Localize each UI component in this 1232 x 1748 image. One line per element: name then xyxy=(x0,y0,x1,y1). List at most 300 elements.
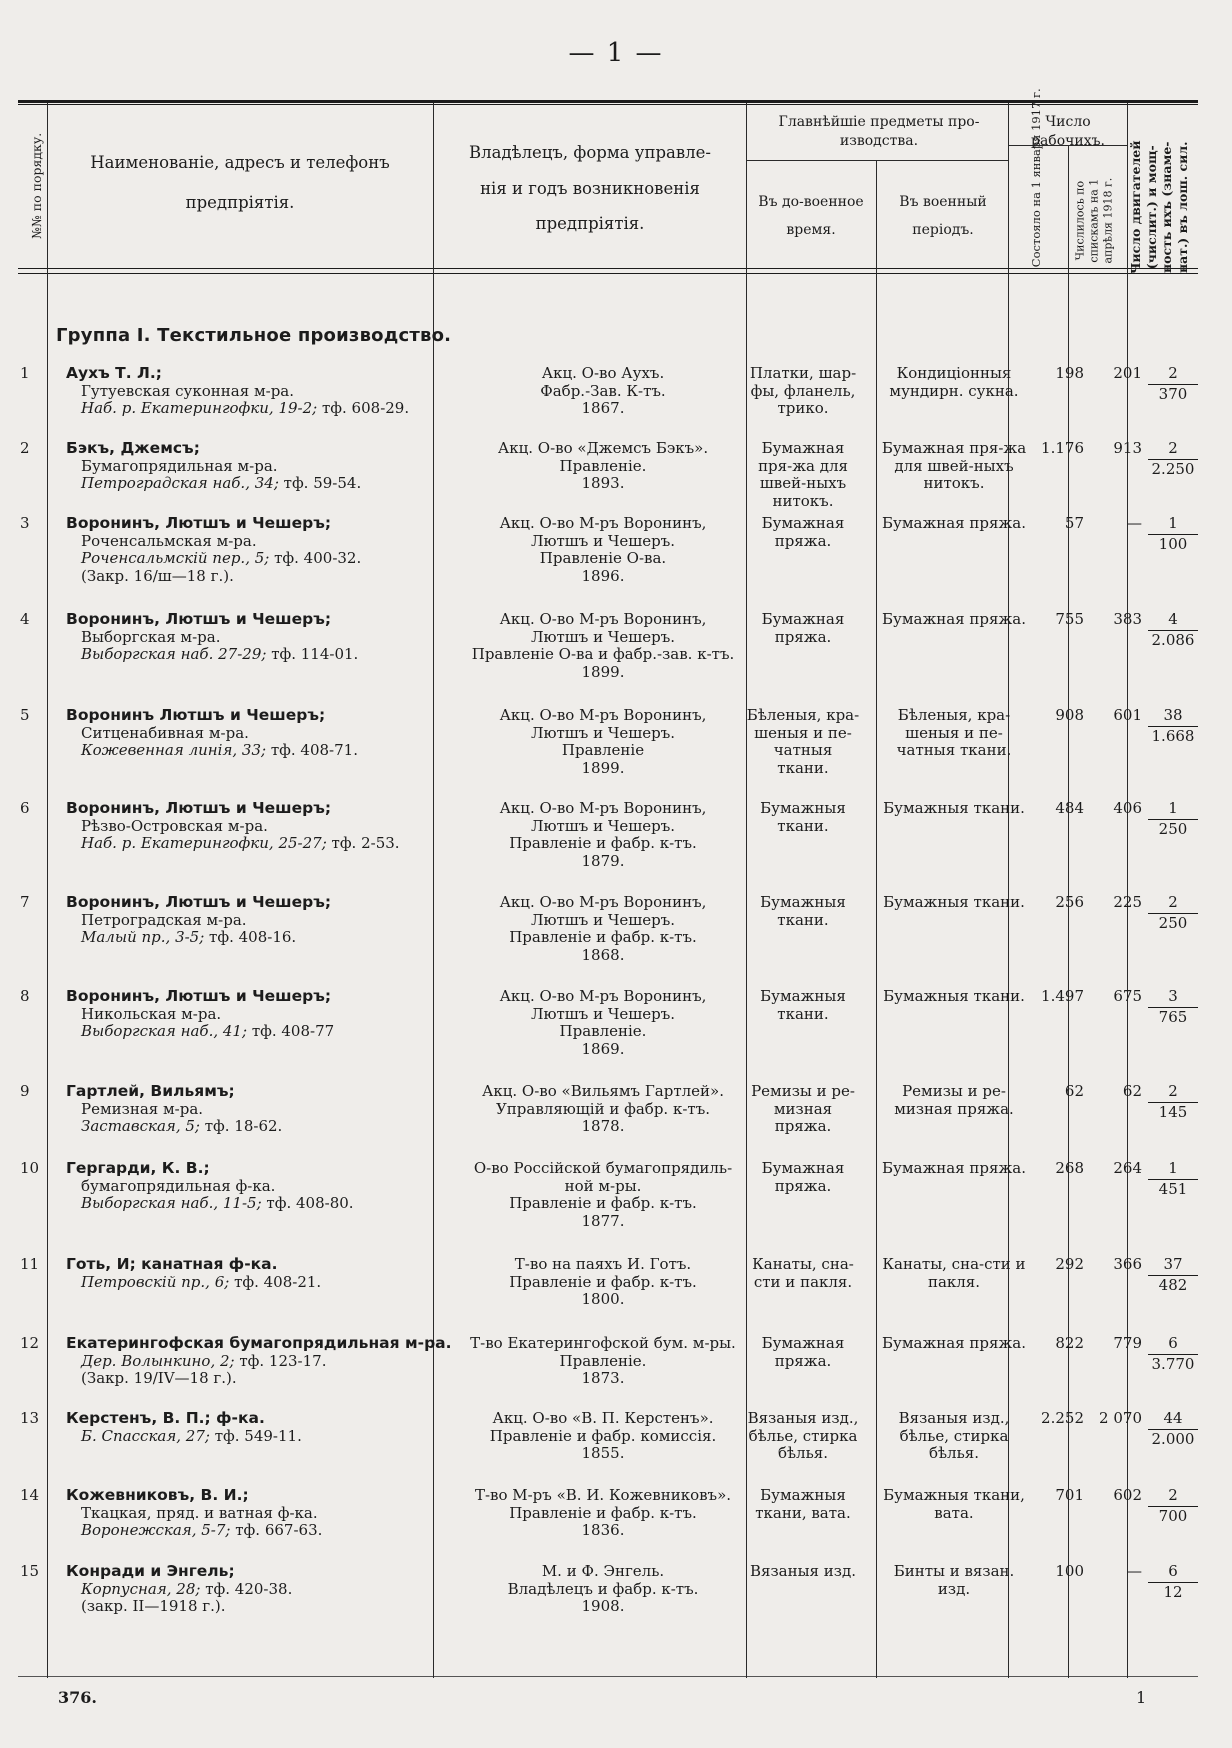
enterprise-type: Роченсальмская м-ра. xyxy=(81,531,257,550)
enterprise-name: Аухъ Т. Л.; xyxy=(66,364,162,382)
enterprise-address-line xyxy=(66,475,452,493)
owner-cell xyxy=(454,1083,752,1136)
engines-fraction xyxy=(1148,1335,1198,1373)
owner-cell xyxy=(454,1335,752,1388)
pre-war-products: Бумажная пряжа. xyxy=(761,610,845,646)
engines-power: 700 xyxy=(1158,1506,1188,1525)
engines-count: 2 xyxy=(1168,364,1178,382)
enterprise-cell xyxy=(66,1410,452,1445)
engines-count: 1 xyxy=(1168,514,1178,532)
owner-line: Акц. О-во «Джемсъ Бэкъ». xyxy=(497,439,709,457)
owner-cell xyxy=(454,1160,752,1230)
workers-1917: 1.176 xyxy=(1041,439,1084,457)
owner-line: М. и Ф. Энгель. xyxy=(541,1562,665,1580)
products-subheader-rule xyxy=(746,160,1008,161)
row-number: 9 xyxy=(20,1082,30,1100)
row-number: 15 xyxy=(20,1562,40,1580)
engines-fraction xyxy=(1148,1256,1198,1294)
war-products: Бумажныя ткани. xyxy=(883,987,1025,1005)
owner-line: Правленіе и фабр. к-тъ. xyxy=(509,1503,697,1522)
enterprise-name: Воронинъ, Лютшъ и Чешеръ; xyxy=(66,610,332,628)
workers-1918: 366 xyxy=(1113,1255,1142,1273)
owner-line: Акц. О-во Аухъ. xyxy=(541,364,665,382)
pre-war-products: Бумажныя ткани. xyxy=(760,893,846,929)
enterprise-name: Готь, И; канатная ф-ка. xyxy=(66,1255,278,1273)
enterprise-address: Выборгская наб., 11-5; xyxy=(81,1194,262,1212)
owner-line: Акц. О-во М-ръ Воронинъ, xyxy=(499,987,707,1005)
pre-war-products: Бумажная пряжа. xyxy=(761,1334,845,1370)
enterprise-type: Гутуевская суконная м-ра. xyxy=(81,381,295,400)
engines-count: 1 xyxy=(1168,1159,1178,1177)
workers-1918: 601 xyxy=(1113,706,1142,724)
owner-line: Правленіе и фабр. к-тъ. xyxy=(509,1272,697,1291)
owner-line: Лютшъ и Чешеръ. xyxy=(530,723,676,742)
owner-line: 1868. xyxy=(581,945,625,964)
owner-line: 1836. xyxy=(581,1521,625,1539)
enterprise-cell xyxy=(66,515,452,585)
enterprise-type: бумагопрядильная ф-ка. xyxy=(81,1176,276,1195)
war-products: Бумажная пря-жа для швей-ныхъ нитокъ. xyxy=(881,439,1027,492)
enterprise-phone: тф. 667-63. xyxy=(230,1521,323,1539)
enterprise-name: Воронинъ, Лютшъ и Чешеръ; xyxy=(66,893,332,911)
owner-line: Акц. О-во «В. П. Керстенъ». xyxy=(492,1409,714,1427)
owner-line: 1867. xyxy=(581,399,625,417)
engines-power: 2.250 xyxy=(1151,459,1195,478)
enterprise-address-line xyxy=(66,929,452,947)
owner-cell xyxy=(454,440,752,493)
workers-1918: 225 xyxy=(1113,893,1142,911)
workers-1918: 62 xyxy=(1122,1082,1142,1100)
enterprise-note: (закр. II—1918 г.). xyxy=(81,1597,226,1615)
enterprise-name: Керстенъ, В. П.; ф-ка. xyxy=(66,1409,265,1427)
enterprise-cell xyxy=(66,988,452,1041)
workers-1917: 2.252 xyxy=(1041,1409,1084,1427)
workers-1918: — xyxy=(1127,1562,1142,1580)
engines-fraction xyxy=(1148,894,1198,932)
row-number: 6 xyxy=(20,799,30,817)
owner-cell xyxy=(454,1256,752,1309)
engines-count: 1 xyxy=(1168,799,1178,817)
header-owner-line1: Владѣлецъ, форма управле- xyxy=(469,143,711,162)
owner-line: 1855. xyxy=(581,1444,625,1462)
workers-1918: 675 xyxy=(1113,987,1142,1005)
enterprise-cell xyxy=(66,1563,452,1616)
workers-1918: 201 xyxy=(1113,364,1142,382)
pre-war-products: Вязаныя изд. xyxy=(750,1562,856,1580)
engines-fraction xyxy=(1148,440,1198,478)
owner-cell xyxy=(454,988,752,1058)
engines-power: 145 xyxy=(1158,1102,1188,1121)
enterprise-address-line xyxy=(66,1353,452,1371)
enterprise-cell xyxy=(66,365,452,418)
owner-line: Лютшъ и Чешеръ. xyxy=(530,1004,676,1023)
owner-line: Правленіе О-ва. xyxy=(539,549,667,567)
owner-line: 1893. xyxy=(581,474,625,492)
row-number: 14 xyxy=(20,1486,40,1504)
owner-line: 1896. xyxy=(581,566,625,585)
enterprise-name: Екатерингофская бумагопрядильная м-ра. xyxy=(66,1334,452,1352)
enterprise-address: Воронежская, 5-7; xyxy=(81,1521,231,1539)
enterprise-phone: тф. 408-16. xyxy=(204,928,297,946)
owner-line: Лютшъ и Чешеръ. xyxy=(530,531,676,550)
owner-cell xyxy=(454,1563,752,1616)
workers-1917: 256 xyxy=(1055,893,1084,911)
war-products: Бумажная пряжа. xyxy=(881,514,1026,532)
enterprise-phone: тф. 608-29. xyxy=(317,399,410,417)
war-products: Бинты и вязан. изд. xyxy=(893,1562,1015,1598)
enterprise-name: Гартлей, Вильямъ; xyxy=(66,1082,235,1100)
owner-line: Акц. О-во М-ръ Воронинъ, xyxy=(499,799,707,817)
owner-line: Правленіе и фабр. к-тъ. xyxy=(509,1194,697,1212)
owner-cell xyxy=(454,894,752,964)
engines-fraction xyxy=(1148,988,1198,1026)
enterprise-type: Выборгская м-ра. xyxy=(81,627,221,646)
enterprise-phone: тф. 408-77 xyxy=(247,1022,335,1040)
owner-line: Акц. О-во М-ръ Воронинъ, xyxy=(499,514,707,532)
enterprise-address-line xyxy=(66,1274,452,1292)
engines-power: 250 xyxy=(1158,913,1188,932)
engines-power: 3.770 xyxy=(1151,1354,1195,1373)
owner-line: 1877. xyxy=(581,1211,625,1230)
engines-power: 100 xyxy=(1158,534,1188,553)
enterprise-name: Воронинъ, Лютшъ и Чешеръ; xyxy=(66,987,332,1005)
owner-line: Правленіе. xyxy=(559,456,647,475)
workers-1917: 57 xyxy=(1064,514,1084,532)
enterprise-name: Конради и Энгель; xyxy=(66,1562,235,1580)
workers-1917: 822 xyxy=(1055,1334,1084,1352)
row-number: 3 xyxy=(20,514,30,532)
war-products: Кондиціонныя мундирн. сукна. xyxy=(889,364,1019,400)
workers-1918: 406 xyxy=(1113,799,1142,817)
enterprise-address: Выборгская наб., 41; xyxy=(81,1022,248,1040)
header-workers-1918: Числилось по спискамъ на 1 апрѣля 1918 г. xyxy=(1073,177,1114,264)
enterprise-address-line xyxy=(66,550,452,568)
pre-war-products: Бумажная пряжа. xyxy=(761,514,845,550)
owner-cell xyxy=(454,365,752,418)
enterprise-address: Малый пр., 3-5; xyxy=(81,928,205,946)
pre-war-products: Бумажная пря-жа для швей-ныхъ нитокъ. xyxy=(758,439,848,510)
enterprise-name: Воронинъ, Лютшъ и Чешеръ; xyxy=(66,514,332,532)
engines-count: 3 xyxy=(1168,987,1178,1005)
engines-fraction xyxy=(1148,1160,1198,1198)
engines-fraction xyxy=(1148,515,1198,553)
enterprise-cell xyxy=(66,611,452,664)
header-engines: Число двигателей (числит.) и мощ-ность ихъ (знаме-нат.) въ лош. сил. xyxy=(1127,140,1190,275)
enterprise-address-line xyxy=(66,1195,452,1213)
enterprise-phone: тф. 408-80. xyxy=(261,1194,354,1212)
workers-1918: 383 xyxy=(1113,610,1142,628)
owner-line: Фабр.-Зав. К-тъ. xyxy=(540,381,666,400)
workers-1917: 62 xyxy=(1064,1082,1084,1100)
owner-line: 1879. xyxy=(581,851,625,870)
owner-cell xyxy=(454,800,752,870)
workers-1918: 602 xyxy=(1113,1486,1142,1504)
enterprise-type: Бумагопрядильная м-ра. xyxy=(81,456,278,475)
engines-power: 2.000 xyxy=(1151,1429,1195,1448)
enterprise-phone: тф. 408-21. xyxy=(229,1272,322,1291)
enterprise-type: Ткацкая, пряд. и ватная ф-ка. xyxy=(81,1503,318,1522)
enterprise-phone: тф. 59-54. xyxy=(278,474,362,492)
enterprise-cell xyxy=(66,1487,452,1540)
enterprise-address: Роченсальмскій пер., 5; xyxy=(81,549,270,567)
owner-line: Правленіе О-ва и фабр.-зав. к-тъ. xyxy=(471,645,735,663)
enterprise-cell xyxy=(66,1160,452,1213)
enterprise-note: (Закр. 16/ш—18 г.). xyxy=(81,566,234,585)
engines-fraction xyxy=(1148,365,1198,403)
enterprise-address-line xyxy=(66,835,452,853)
enterprise-address-line xyxy=(66,1428,452,1446)
enterprise-address: Выборгская наб. 27-29; xyxy=(81,645,267,663)
enterprise-type: Ремизная м-ра. xyxy=(81,1099,204,1118)
table-bottom-rule xyxy=(18,1676,1198,1677)
owner-cell xyxy=(454,1487,752,1540)
owner-line: Акц. О-во М-ръ Воронинъ, xyxy=(499,706,707,724)
engines-fraction xyxy=(1148,1083,1198,1121)
owner-line: Лютшъ и Чешеръ. xyxy=(530,627,676,646)
enterprise-address: Б. Спасская, 27; xyxy=(81,1426,210,1445)
header-number: №№ по порядку. xyxy=(29,132,45,239)
workers-1917: 484 xyxy=(1055,799,1084,817)
enterprise-cell xyxy=(66,894,452,947)
engines-count: 2 xyxy=(1168,1486,1178,1504)
engines-count: 38 xyxy=(1163,706,1183,724)
group-title: Группа I. Текстильное производство. xyxy=(56,325,452,346)
pre-war-products: Бумажная пряжа. xyxy=(761,1159,845,1195)
pre-war-products: Платки, шар-фы, фланель, трико. xyxy=(749,364,857,417)
enterprise-name: Воронинъ Лютшъ и Чешеръ; xyxy=(66,706,326,724)
pre-war-products: Бумажныя ткани. xyxy=(760,799,846,835)
enterprise-name: Воронинъ, Лютшъ и Чешеръ; xyxy=(66,799,332,817)
pre-war-products: Ремизы и ре-мизная пряжа. xyxy=(751,1082,855,1135)
owner-line: Правленіе. xyxy=(559,1022,647,1040)
war-products: Бумажная пряжа. xyxy=(881,610,1026,628)
table-top-rule-thin xyxy=(18,104,1198,105)
war-products: Канаты, сна-сти и пакля. xyxy=(882,1255,1026,1291)
enterprise-address: Петровскій пр., 6; xyxy=(81,1272,230,1291)
enterprise-phone: тф. 400-32. xyxy=(269,549,362,567)
workers-1917: 292 xyxy=(1055,1255,1084,1273)
engines-count: 4 xyxy=(1168,610,1178,628)
owner-cell xyxy=(454,611,752,681)
enterprise-address: Петроградская наб., 34; xyxy=(81,474,279,492)
header-name xyxy=(60,148,420,217)
header-name-line2: предпріятія. xyxy=(185,192,295,212)
engines-power: 482 xyxy=(1158,1275,1188,1294)
enterprise-note: (Закр. 19/IV—18 г.). xyxy=(81,1369,237,1387)
enterprise-address-line xyxy=(66,400,452,418)
enterprise-phone: тф. 549-11. xyxy=(209,1426,302,1445)
enterprise-address: Корпусная, 28; xyxy=(81,1579,201,1598)
engines-count: 2 xyxy=(1168,893,1178,911)
owner-line: Т-во на паяхъ И. Готъ. xyxy=(514,1255,692,1273)
owner-line: 1873. xyxy=(581,1369,625,1387)
workers-1918: 2 070 xyxy=(1099,1409,1142,1427)
pre-war-products: Бумажныя ткани, вата. xyxy=(755,1486,851,1522)
owner-line: ной м-ры. xyxy=(564,1176,642,1195)
enterprise-cell xyxy=(66,707,452,760)
workers-1918: 779 xyxy=(1113,1334,1142,1352)
owner-line: Правленіе и фабр. комиссія. xyxy=(489,1426,717,1445)
pre-war-products: Бумажныя ткани. xyxy=(760,987,846,1023)
owner-line: Правленіе и фабр. к-тъ. xyxy=(509,834,697,852)
footer-left: 376. xyxy=(58,1688,97,1707)
war-products: Бѣленыя, кра-шеныя и пе-чатныя ткани. xyxy=(896,706,1012,759)
enterprise-address-line xyxy=(66,1522,452,1540)
row-number: 2 xyxy=(20,439,30,457)
owner-line: Правленіе xyxy=(561,741,645,759)
war-products: Ремизы и ре-мизная пряжа. xyxy=(894,1082,1014,1118)
owner-line: 1899. xyxy=(581,662,625,681)
enterprise-address-line xyxy=(66,1581,452,1599)
workers-1917: 198 xyxy=(1055,364,1084,382)
enterprise-phone: тф. 123-17. xyxy=(234,1351,327,1370)
war-products: Бумажная пряжа. xyxy=(881,1159,1026,1177)
engines-count: 2 xyxy=(1168,439,1178,457)
workers-1917: 755 xyxy=(1055,610,1084,628)
enterprise-address: Наб. р. Екатерингофки, 25-27; xyxy=(81,834,327,852)
row-number: 12 xyxy=(20,1334,40,1352)
owner-cell xyxy=(454,1410,752,1463)
col-divider xyxy=(47,103,48,1678)
engines-power: 250 xyxy=(1158,819,1188,838)
header-war: Въ военный періодъ. xyxy=(899,194,987,238)
row-number: 10 xyxy=(20,1159,40,1177)
pre-war-products: Бѣленыя, кра-шеныя и пе-чатныя ткани. xyxy=(746,706,860,777)
enterprise-address: Дер. Волынкино, 2; xyxy=(81,1351,235,1370)
owner-line: Лютшъ и Чешеръ. xyxy=(530,816,676,835)
enterprise-cell xyxy=(66,440,452,493)
owner-line: Лютшъ и Чешеръ. xyxy=(530,910,676,929)
row-number: 1 xyxy=(20,364,30,382)
workers-1917: 908 xyxy=(1055,706,1084,724)
enterprise-address: Наб. р. Екатерингофки, 19-2; xyxy=(81,399,318,417)
enterprise-phone: тф. 18-62. xyxy=(199,1117,283,1135)
enterprise-name: Гергарди, К. В.; xyxy=(66,1159,210,1177)
workers-1918: 264 xyxy=(1113,1159,1142,1177)
owner-line: Правленіе. xyxy=(559,1351,647,1370)
war-products: Бумажная пряжа. xyxy=(881,1334,1026,1352)
owner-line: Т-во Екатерингофской бум. м-ры. xyxy=(470,1334,736,1352)
workers-1918: — xyxy=(1127,514,1142,532)
engines-count: 2 xyxy=(1168,1082,1178,1100)
enterprise-type: Ситценабивная м-ра. xyxy=(81,723,249,742)
engines-fraction xyxy=(1148,707,1198,745)
row-number: 11 xyxy=(20,1255,40,1273)
enterprise-name: Бэкъ, Джемсъ; xyxy=(66,439,200,457)
enterprise-cell xyxy=(66,800,452,853)
enterprise-type: Петроградская м-ра. xyxy=(81,910,247,929)
header-name-line1: Наименованіе, адресъ и телефонъ xyxy=(90,153,390,172)
owner-line: 1869. xyxy=(581,1039,625,1058)
engines-count: 6 xyxy=(1168,1562,1178,1580)
enterprise-address: Заставская, 5; xyxy=(81,1117,200,1135)
workers-1917: 268 xyxy=(1055,1159,1084,1177)
enterprise-phone: тф. 2-53. xyxy=(326,834,400,852)
engines-power: 12 xyxy=(1163,1582,1183,1601)
header-pre-war: Въ до-военное время. xyxy=(758,194,864,238)
engines-fraction xyxy=(1148,1487,1198,1525)
war-products: Бумажныя ткани. xyxy=(883,799,1025,817)
header-workers-1917: Состояло на 1 января 1917 г. xyxy=(1028,88,1043,268)
row-number: 5 xyxy=(20,706,30,724)
enterprise-cell xyxy=(66,1335,452,1388)
enterprise-type: Никольская м-ра. xyxy=(81,1004,222,1023)
engines-power: 370 xyxy=(1158,384,1188,403)
col-divider xyxy=(876,160,877,1678)
engines-power: 2.086 xyxy=(1151,630,1195,649)
enterprise-phone: тф. 408-71. xyxy=(266,741,358,759)
owner-line: Акц. О-во М-ръ Воронинъ, xyxy=(499,610,707,628)
enterprise-type: Рѣзво-Островская м-ра. xyxy=(81,816,268,835)
owner-line: 1899. xyxy=(581,758,625,777)
engines-fraction xyxy=(1148,1410,1198,1448)
workers-1918: 913 xyxy=(1113,439,1142,457)
engines-fraction xyxy=(1148,611,1198,649)
page-number: — 1 — xyxy=(568,38,664,68)
owner-line: 1878. xyxy=(581,1117,625,1135)
enterprise-address-line xyxy=(66,742,452,760)
row-number: 4 xyxy=(20,610,30,628)
engines-count: 37 xyxy=(1163,1255,1183,1273)
engines-fraction xyxy=(1148,1563,1198,1601)
enterprise-address: Кожевенная линія, 33; xyxy=(81,741,267,759)
enterprise-address-line xyxy=(66,1023,452,1041)
owner-line: 1908. xyxy=(581,1597,625,1615)
header-owner xyxy=(440,138,740,239)
workers-1917: 1.497 xyxy=(1041,987,1084,1005)
engines-power: 1.668 xyxy=(1151,726,1195,745)
row-number: 13 xyxy=(20,1409,40,1427)
engines-count: 44 xyxy=(1163,1409,1183,1427)
engines-power: 451 xyxy=(1158,1179,1188,1198)
enterprise-address-line xyxy=(66,1118,452,1136)
row-number: 7 xyxy=(20,893,30,911)
engines-fraction xyxy=(1148,800,1198,838)
header-workers: Число рабочихъ. xyxy=(1030,114,1105,149)
owner-cell xyxy=(454,515,752,585)
enterprise-phone: тф. 114-01. xyxy=(266,645,359,663)
enterprise-name: Кожевниковъ, В. И.; xyxy=(66,1486,249,1504)
enterprise-address-line xyxy=(66,646,452,664)
row-number: 8 xyxy=(20,987,30,1005)
owner-cell xyxy=(454,707,752,777)
pre-war-products: Вязаныя изд., бѣлье, стирка бѣлья. xyxy=(747,1409,859,1462)
owner-line: 1800. xyxy=(581,1290,625,1308)
table-top-rule xyxy=(18,100,1198,103)
footer-right: 1 xyxy=(1136,1688,1147,1707)
engines-power: 765 xyxy=(1158,1007,1188,1026)
enterprise-phone: тф. 420-38. xyxy=(200,1579,293,1598)
header-products: Главнѣйшіе предметы про-изводства. xyxy=(778,114,980,149)
owner-line: О-во Россійской бумагопрядиль- xyxy=(473,1159,733,1177)
enterprise-cell xyxy=(66,1083,452,1136)
owner-line: Правленіе и фабр. к-тъ. xyxy=(509,928,697,946)
owner-line: Т-во М-ръ «В. И. Кожевниковъ». xyxy=(474,1486,732,1504)
engines-count: 6 xyxy=(1168,1334,1178,1352)
header-bottom-rule-2 xyxy=(18,273,1198,274)
war-products: Вязаныя изд., бѣлье, стирка бѣлья. xyxy=(898,1409,1010,1462)
header-owner-line3: предпріятія. xyxy=(535,214,645,234)
owner-line: Владѣлецъ и фабр. к-тъ. xyxy=(507,1579,699,1598)
header-owner-line2: нія и годъ возникновенія xyxy=(480,178,700,198)
owner-line: Управляющій и фабр. к-тъ. xyxy=(495,1099,711,1118)
col-divider xyxy=(1127,103,1128,1678)
workers-1917: 100 xyxy=(1055,1562,1084,1580)
workers-1917: 701 xyxy=(1055,1486,1084,1504)
header-bottom-rule xyxy=(18,268,1198,269)
owner-line: Акц. О-во М-ръ Воронинъ, xyxy=(499,893,707,911)
pre-war-products: Канаты, сна-сти и пакля. xyxy=(752,1255,854,1291)
